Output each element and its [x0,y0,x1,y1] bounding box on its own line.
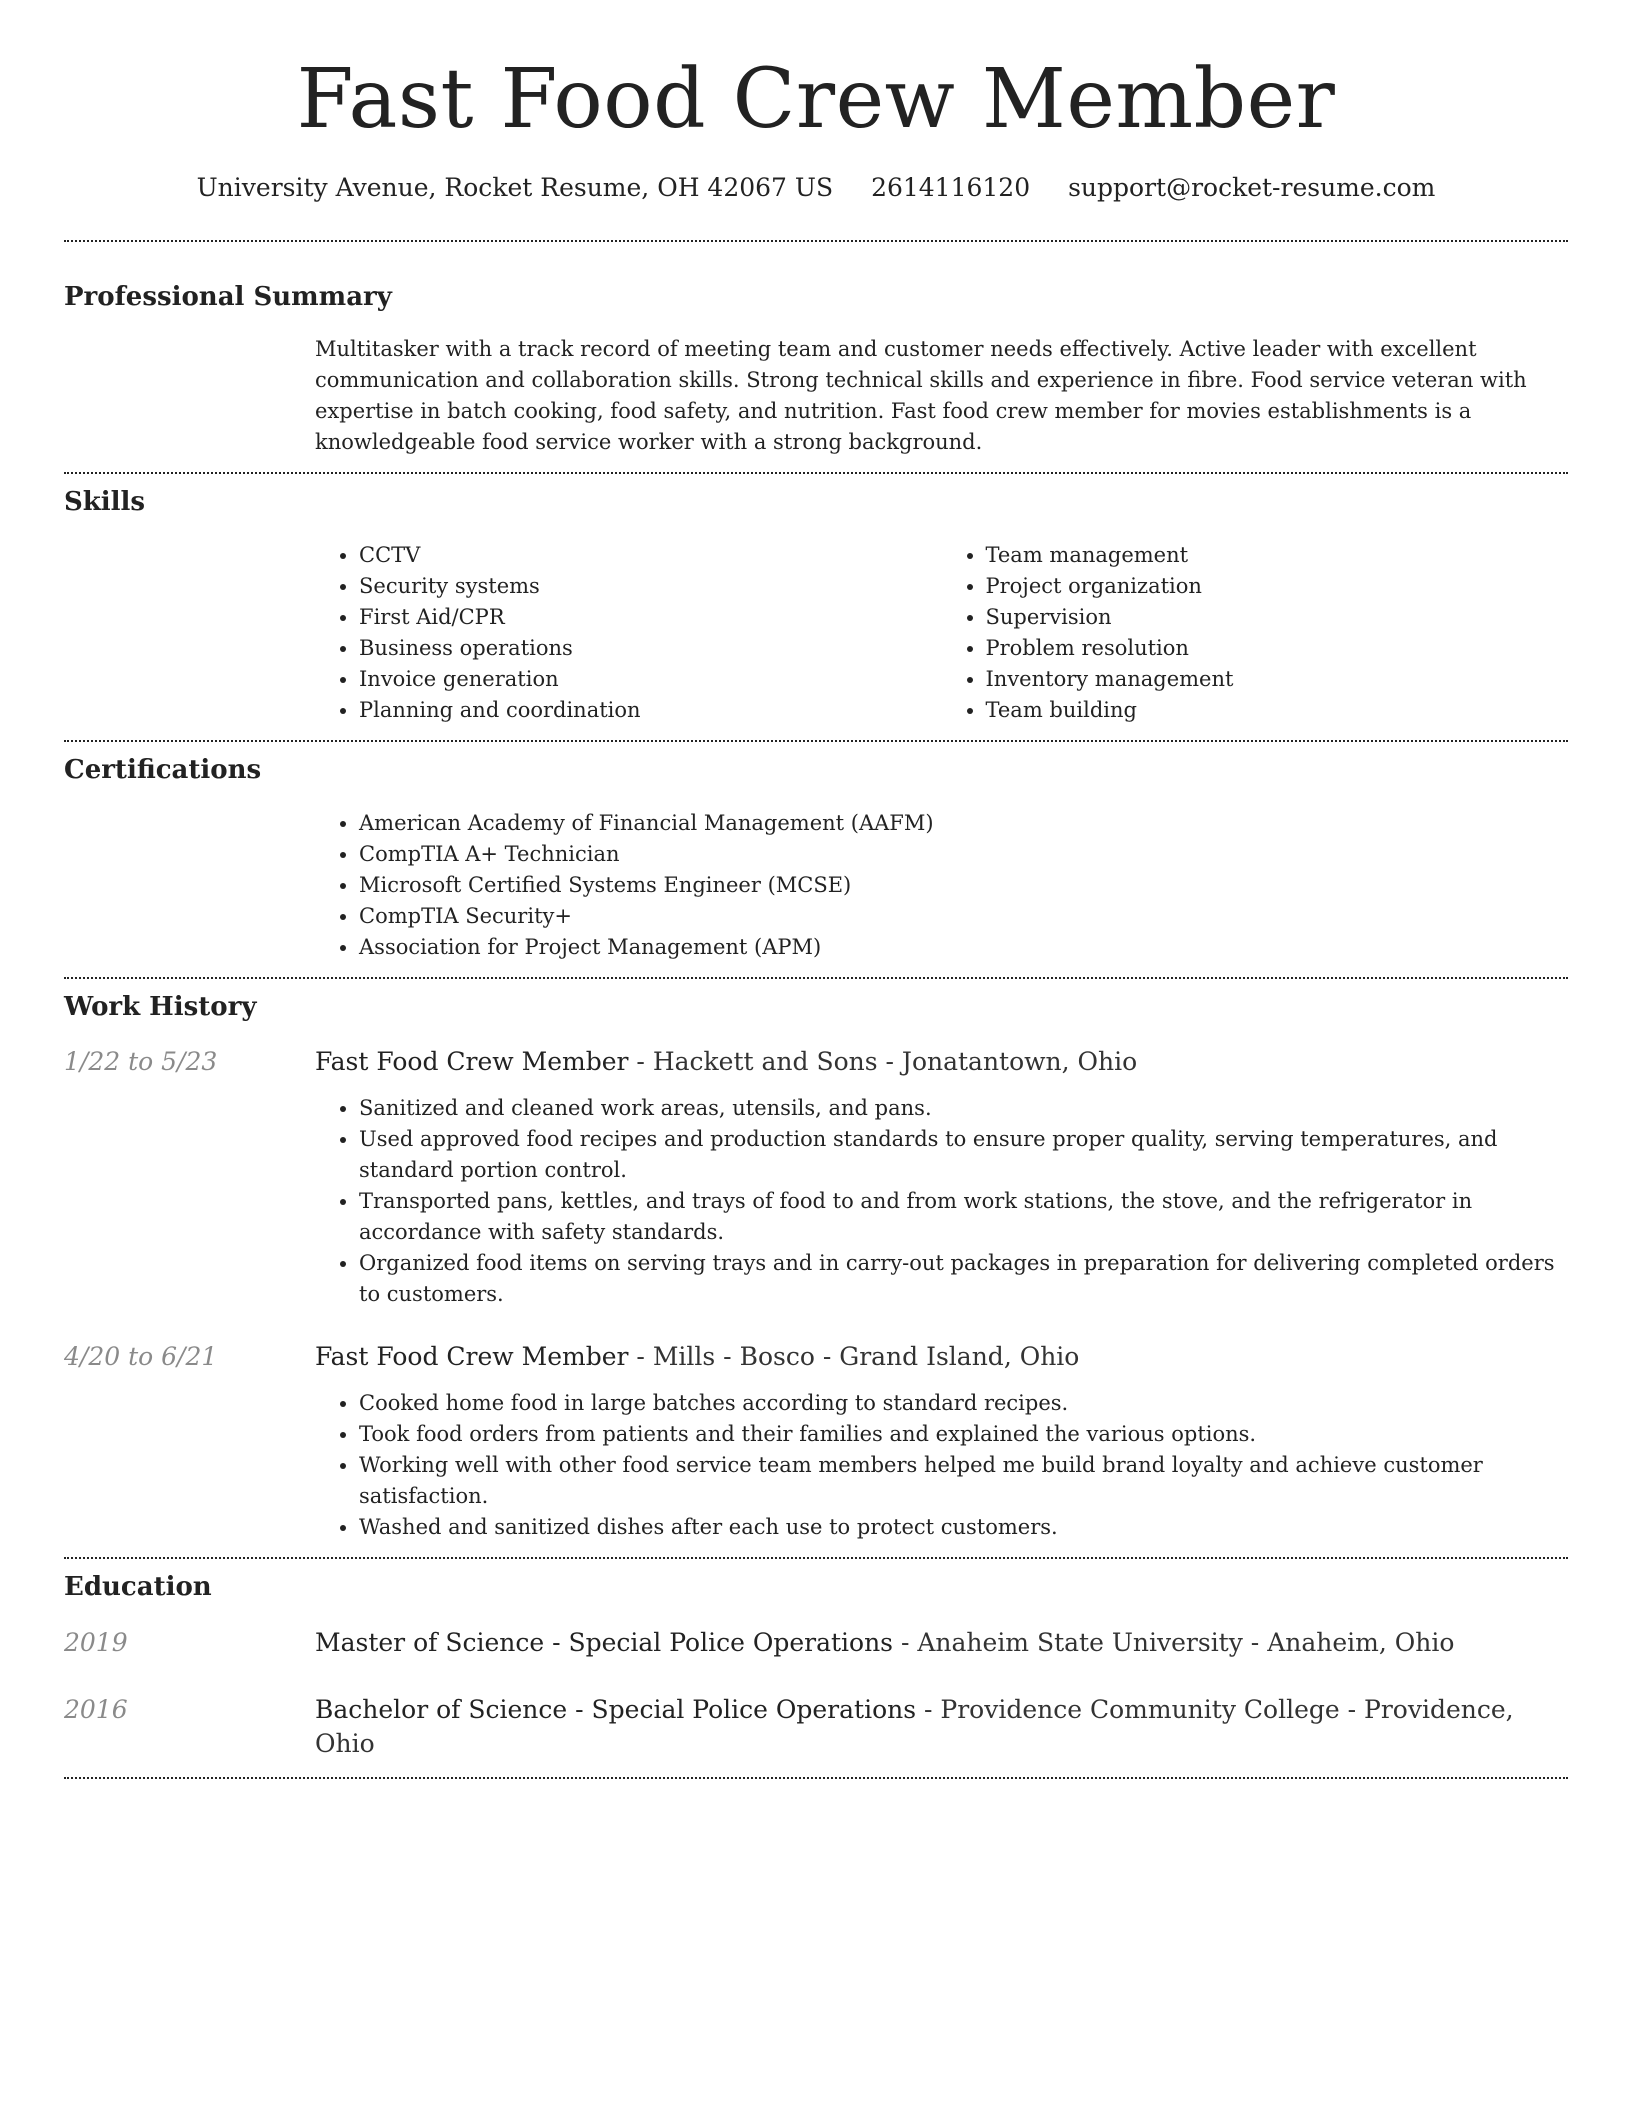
skills-list-right [942,540,1569,726]
skills-list-left [315,540,942,726]
skill-item: • Project organization [986,571,1569,602]
summary-section [64,280,1568,458]
skills-section [64,485,1568,726]
job-bullet: • Working well with other food service team members helped me build brand loyalty and achieve customer satisfaction. [359,1450,1568,1512]
certification-item: • CompTIA Security+ [359,901,1568,932]
skill-item: • Business operations [359,633,942,664]
job-dates: 1/22 to 5/23 [64,1047,218,1076]
job-bullets [315,1388,1568,1543]
job-entry [64,1340,1568,1543]
skill-item: • Team building [986,695,1569,726]
job-entry [64,1045,1568,1310]
job-details: - Mills - Bosco - Grand Island, Ohio [628,1342,1080,1371]
job-bullet: • Organized food items on serving trays and in carry-out packages in preparation for delivering completed orders to customers. [359,1248,1568,1310]
job-bullet: • Used approved food recipes and production standards to ensure proper quality, serving temperatures, and standard portion control. [359,1124,1568,1186]
contact-email: support@rocket-resume.com [1068,173,1436,202]
section-title-education: Education [64,1572,212,1602]
certifications-section [64,753,1568,963]
certification-item: • Association for Project Management (APM) [359,932,1568,963]
work-history-section [64,990,1568,1543]
job-bullets [315,1093,1568,1310]
job-role: Fast Food Crew Member [315,1047,629,1076]
skill-item: • Security systems [359,571,942,602]
education-degree: Bachelor of Science - Special Police Operations [315,1695,917,1724]
job-role: Fast Food Crew Member [315,1342,629,1371]
job-bullet: • Sanitized and cleaned work areas, utensils, and pans. [359,1093,1568,1124]
divider [64,977,1568,979]
skill-item: • Team management [986,540,1569,571]
contact-phone: 2614116120 [871,173,1031,202]
skill-item: • Supervision [986,602,1569,633]
certification-item: • CompTIA A+ Technician [359,839,1568,870]
summary-text: Multitasker with a track record of meeting team and customer needs effectively. Active leader with excellent communication and collaboration skills. Strong technical skills and experience in fibre. Food service veteran with expertise in batch cooking, food safety, and nutrition. Fast food crew member for movies establishments is a knowledgeable food service worker with a strong background. [315,337,1527,454]
education-details: - Providence Community College - Providence, Ohio [315,1695,1514,1758]
job-dates: 4/20 to 6/21 [64,1342,218,1371]
divider [64,1777,1568,1779]
skill-item: • First Aid/CPR [359,602,942,633]
job-bullet: • Took food orders from patients and their families and explained the various options. [359,1419,1568,1450]
resume-name: Fast Food Crew Member [296,52,1336,147]
certification-item: • Microsoft Certified Systems Engineer (MCSE) [359,870,1568,901]
skill-item: • Problem resolution [986,633,1569,664]
section-title-work: Work History [64,992,257,1022]
divider [64,472,1568,474]
contact-address: University Avenue, Rocket Resume, OH 42067 US [196,173,834,202]
job-bullet: • Cooked home food in large batches according to standard recipes. [359,1388,1568,1419]
section-title-skills: Skills [64,487,146,517]
job-bullet: • Washed and sanitized dishes after each use to protect customers. [359,1512,1568,1543]
contact-line [64,170,1568,206]
education-title [315,1693,1568,1761]
education-entry [64,1626,1568,1660]
certification-item: • American Academy of Financial Management (AAFM) [359,808,1568,839]
education-details: - Anaheim State University - Anaheim, Ohio [893,1628,1455,1657]
divider [64,240,1568,242]
certifications-list [315,808,1568,963]
skill-item: • CCTV [359,540,942,571]
section-title-summary: Professional Summary [64,282,392,312]
job-title [315,1045,1137,1079]
divider [64,740,1568,742]
education-year: 2019 [64,1628,128,1657]
skill-item: • Inventory management [986,664,1569,695]
job-title [315,1340,1079,1374]
education-title [315,1626,1454,1660]
education-entry [64,1693,1568,1761]
job-bullet: • Transported pans, kettles, and trays of food to and from work stations, the stove, and the refrigerator in accordance with safety standards. [359,1186,1568,1248]
divider [64,1557,1568,1559]
skill-item: • Invoice generation [359,664,942,695]
education-section [64,1570,1568,1761]
education-degree: Master of Science - Special Police Operations [315,1628,894,1657]
education-year: 2016 [64,1695,128,1724]
skill-item: • Planning and coordination [359,695,942,726]
section-title-certifications: Certifications [64,755,262,785]
job-details: - Hackett and Sons - Jonatantown, Ohio [628,1047,1138,1076]
